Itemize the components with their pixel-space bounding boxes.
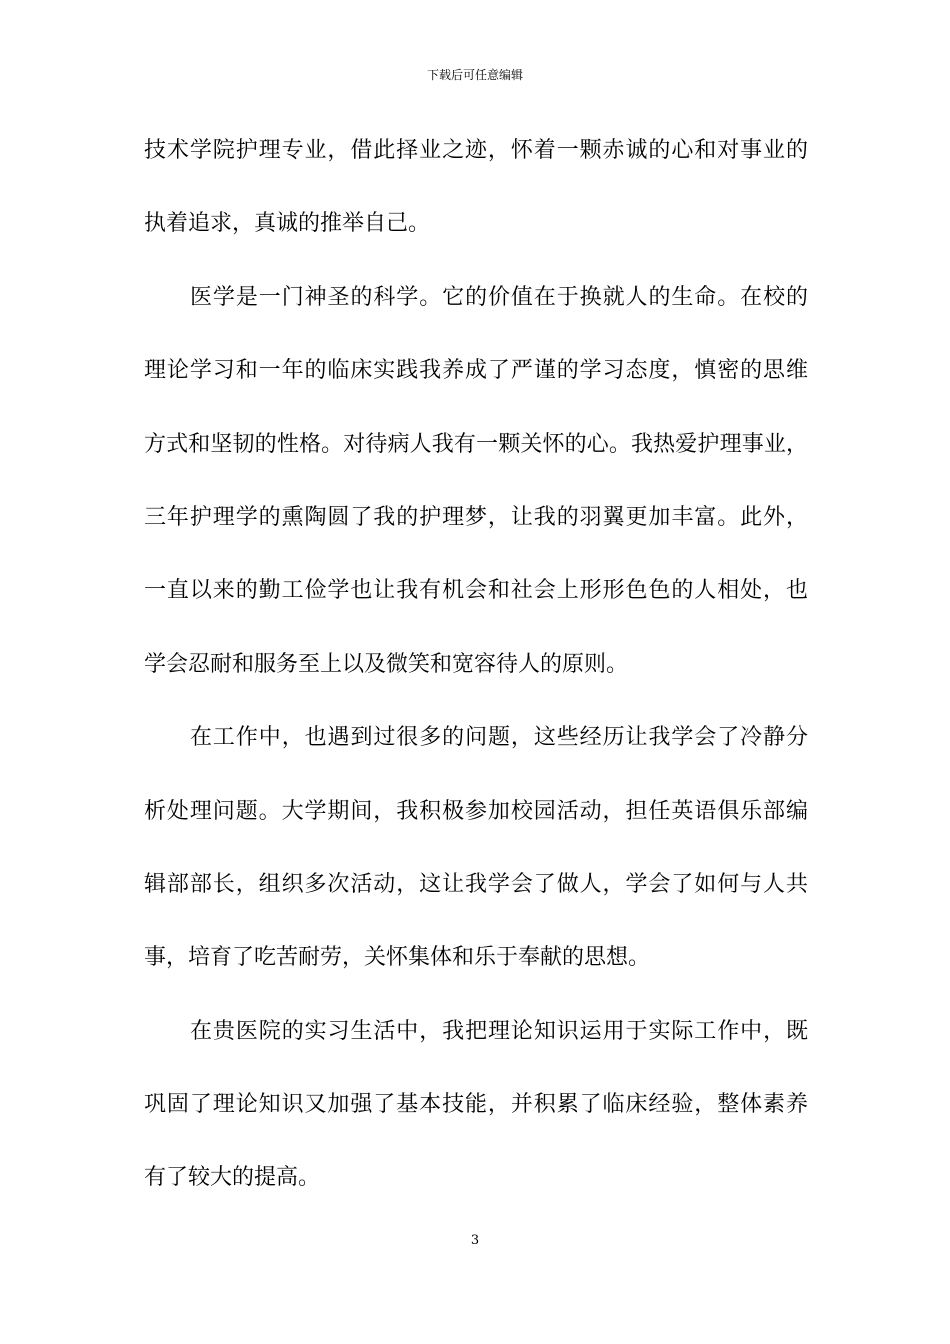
text-line: 有了较大的提高。: [144, 1165, 321, 1191]
page-header: 下载后可任意编辑: [426, 68, 523, 82]
text-line: 方式和坚韧的性格。对待病人我有一颗关怀的心。我热爱护理事业，: [144, 431, 808, 457]
page-number: 3: [470, 1233, 480, 1248]
text-line: 执着追求，真诚的推举自己。: [144, 211, 431, 237]
text-line: 三年护理学的熏陶圆了我的护理梦，让我的羽翼更加丰富。此外，: [144, 504, 808, 530]
text-line: 巩固了理论知识又加强了基本技能，并积累了临床经验，整体素养: [144, 1092, 808, 1118]
text-line: 事，培育了吃苦耐劳，关怀集体和乐于奉献的思想。: [144, 945, 651, 971]
text-line: 析处理问题。大学期间，我积极参加校园活动，担任英语俱乐部编: [144, 798, 808, 824]
text-line: 医学是一门神圣的科学。它的价值在于换就人的生命。在校的: [190, 284, 808, 310]
text-line: 在工作中，也遇到过很多的问题，这些经历让我学会了冷静分: [190, 725, 808, 751]
text-line: 理论学习和一年的临床实践我养成了严谨的学习态度，慎密的思维: [144, 358, 808, 384]
text-line: 在贵医院的实习生活中，我把理论知识运用于实际工作中，既: [190, 1018, 808, 1044]
body-text: [144, 133, 808, 1234]
text-line: 一直以来的勤工俭学也让我有机会和社会上形形色色的人相处，也: [144, 578, 808, 604]
text-line: 辑部部长，组织多次活动，这让我学会了做人，学会了如何与人共: [144, 871, 808, 897]
text-line: 技术学院护理专业，借此择业之迹，怀着一颗赤诚的心和对事业的: [144, 138, 808, 163]
text-line: 学会忍耐和服务至上以及微笑和宽容待人的原则。: [144, 651, 629, 677]
